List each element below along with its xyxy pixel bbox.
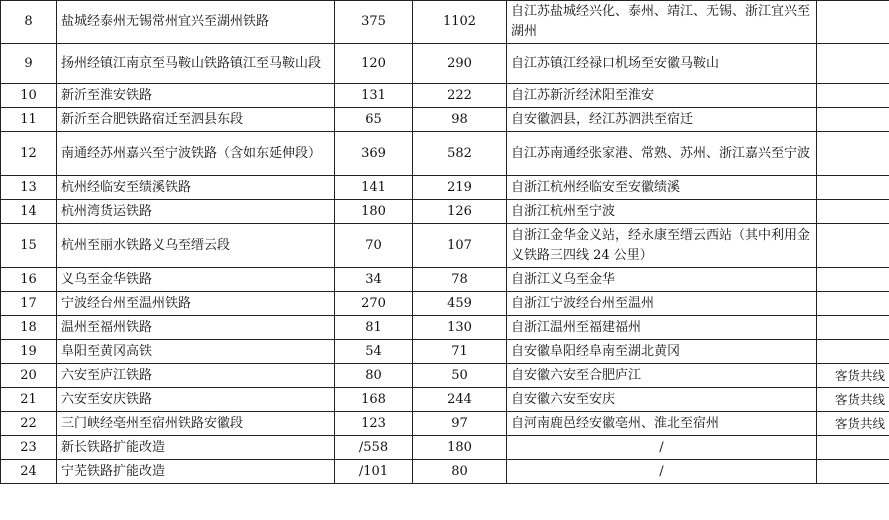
remark (817, 1, 889, 44)
project-name: 六安至安庆铁路 (57, 388, 335, 412)
route-description: / (507, 460, 817, 484)
row-number: 13 (1, 176, 57, 200)
table-row (1, 108, 889, 132)
route-description: 自安徽阜阳经阜南至湖北黄冈 (507, 340, 817, 364)
route-description: 自安徽六安至合肥庐江 (507, 364, 817, 388)
remark (817, 176, 889, 200)
investment-value: 130 (413, 316, 507, 340)
project-name: 宁波经台州至温州铁路 (57, 292, 335, 316)
remark: 客货共线 (817, 412, 889, 436)
remark: 客货共线 (817, 364, 889, 388)
project-name: 盐城经泰州无锡常州宜兴至湖州铁路 (57, 1, 335, 44)
table-row (1, 84, 889, 108)
length-value: 168 (335, 388, 413, 412)
row-number: 19 (1, 340, 57, 364)
remark (817, 340, 889, 364)
row-number: 17 (1, 292, 57, 316)
investment-value: 290 (413, 44, 507, 84)
investment-value: 244 (413, 388, 507, 412)
project-name: 新沂至淮安铁路 (57, 84, 335, 108)
table-row (1, 1, 889, 44)
remark (817, 108, 889, 132)
row-number: 8 (1, 1, 57, 44)
project-name: 新沂至合肥铁路宿迁至泗县东段 (57, 108, 335, 132)
investment-value: 71 (413, 340, 507, 364)
project-name: 杭州至丽水铁路义乌至缙云段 (57, 224, 335, 268)
project-name: 扬州经镇江南京至马鞍山铁路镇江至马鞍山段 (57, 44, 335, 84)
project-name: 温州至福州铁路 (57, 316, 335, 340)
remark: 客货共线 (817, 388, 889, 412)
table-row (1, 412, 889, 436)
row-number: 16 (1, 268, 57, 292)
row-number: 15 (1, 224, 57, 268)
route-description: 自浙江义乌至金华 (507, 268, 817, 292)
remark (817, 292, 889, 316)
project-name: 义乌至金华铁路 (57, 268, 335, 292)
route-description: 自浙江杭州经临安至安徽绩溪 (507, 176, 817, 200)
length-value: 141 (335, 176, 413, 200)
investment-value: 78 (413, 268, 507, 292)
route-description: 自江苏镇江经禄口机场至安徽马鞍山 (507, 44, 817, 84)
route-description: 自浙江杭州至宁波 (507, 200, 817, 224)
table-row (1, 460, 889, 484)
row-number: 18 (1, 316, 57, 340)
table-row (1, 316, 889, 340)
row-number: 23 (1, 436, 57, 460)
remark (817, 84, 889, 108)
table-row (1, 292, 889, 316)
investment-value: 126 (413, 200, 507, 224)
remark (817, 436, 889, 460)
length-value: 120 (335, 44, 413, 84)
length-value: 180 (335, 200, 413, 224)
project-name: 南通经苏州嘉兴至宁波铁路（含如东延伸段） (57, 132, 335, 176)
length-value: /558 (335, 436, 413, 460)
length-value: 70 (335, 224, 413, 268)
table-row (1, 176, 889, 200)
project-name: 宁芜铁路扩能改造 (57, 460, 335, 484)
investment-value: 107 (413, 224, 507, 268)
route-description: 自安徽六安至安庆 (507, 388, 817, 412)
table-row (1, 200, 889, 224)
project-name: 杭州经临安至绩溪铁路 (57, 176, 335, 200)
project-name: 阜阳至黄冈高铁 (57, 340, 335, 364)
length-value: 369 (335, 132, 413, 176)
investment-value: 459 (413, 292, 507, 316)
remark (817, 268, 889, 292)
remark (817, 132, 889, 176)
investment-value: 98 (413, 108, 507, 132)
remark (817, 200, 889, 224)
table-row (1, 132, 889, 176)
table-row (1, 44, 889, 84)
row-number: 24 (1, 460, 57, 484)
project-name: 六安至庐江铁路 (57, 364, 335, 388)
remark (817, 316, 889, 340)
table-row (1, 388, 889, 412)
length-value: 375 (335, 1, 413, 44)
investment-value: 80 (413, 460, 507, 484)
investment-value: 582 (413, 132, 507, 176)
table-body (1, 1, 889, 484)
length-value: 131 (335, 84, 413, 108)
row-number: 21 (1, 388, 57, 412)
row-number: 9 (1, 44, 57, 84)
length-value: 123 (335, 412, 413, 436)
route-description: 自安徽泗县，经江苏泗洪至宿迁 (507, 108, 817, 132)
route-description: 自浙江温州至福建福州 (507, 316, 817, 340)
length-value: 65 (335, 108, 413, 132)
route-description: 自浙江宁波经台州至温州 (507, 292, 817, 316)
row-number: 20 (1, 364, 57, 388)
length-value: 54 (335, 340, 413, 364)
table-row (1, 224, 889, 268)
length-value: 81 (335, 316, 413, 340)
table-row (1, 268, 889, 292)
project-name: 三门峡经亳州至宿州铁路安徽段 (57, 412, 335, 436)
row-number: 11 (1, 108, 57, 132)
route-description: 自江苏盐城经兴化、泰州、靖江、无锡、浙江宜兴至湖州 (507, 1, 817, 44)
remark (817, 460, 889, 484)
length-value: 270 (335, 292, 413, 316)
row-number: 22 (1, 412, 57, 436)
length-value: 80 (335, 364, 413, 388)
table-row (1, 436, 889, 460)
route-description: / (507, 436, 817, 460)
row-number: 12 (1, 132, 57, 176)
project-name: 杭州湾货运铁路 (57, 200, 335, 224)
route-description: 自河南鹿邑经安徽亳州、淮北至宿州 (507, 412, 817, 436)
route-description: 自浙江金华金义站，经永康至缙云西站（其中利用金义铁路三四线 24 公里） (507, 224, 817, 268)
investment-value: 219 (413, 176, 507, 200)
remark (817, 224, 889, 268)
investment-value: 97 (413, 412, 507, 436)
row-number: 14 (1, 200, 57, 224)
route-description: 自江苏新沂经沭阳至淮安 (507, 84, 817, 108)
remark (817, 44, 889, 84)
investment-value: 1102 (413, 1, 507, 44)
investment-value: 180 (413, 436, 507, 460)
route-description: 自江苏南通经张家港、常熟、苏州、浙江嘉兴至宁波 (507, 132, 817, 176)
length-value: 34 (335, 268, 413, 292)
table-row (1, 364, 889, 388)
table-row (1, 340, 889, 364)
investment-value: 222 (413, 84, 507, 108)
project-name: 新长铁路扩能改造 (57, 436, 335, 460)
investment-value: 50 (413, 364, 507, 388)
length-value: /101 (335, 460, 413, 484)
row-number: 10 (1, 84, 57, 108)
